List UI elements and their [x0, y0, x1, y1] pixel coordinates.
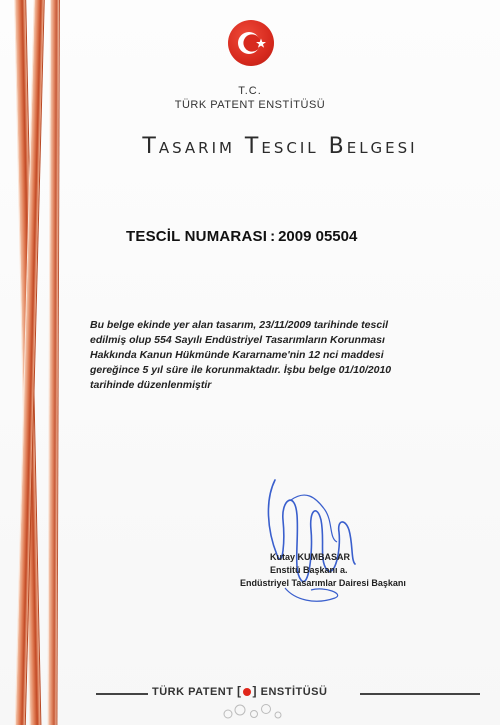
- footer-rule-left: [96, 693, 148, 695]
- decorative-bubbles: [220, 700, 290, 722]
- signer-name: Kutay KUMBASAR: [270, 552, 351, 562]
- document-title: Tasarım Tescil Belgesi: [142, 134, 418, 159]
- footer-institute-logo: [152, 686, 327, 698]
- registration-number: 2009 05504: [278, 228, 358, 245]
- footer-rule-right: [360, 693, 480, 695]
- footer-right-text: ENSTİTÜSÜ: [260, 686, 328, 698]
- institute-name: TÜRK PATENT ENSTİTÜSÜ: [174, 99, 326, 111]
- signer-role-line1: Enstitü Başkanı a.: [270, 565, 348, 575]
- registration-number-line: TESCİL NUMARASI : 2009 05504: [126, 228, 358, 245]
- crescent-star-emblem-icon: [228, 20, 274, 66]
- certificate-body-text: Bu belge ekinde yer alan tasarım, 23/11/2009 tarihinde tescil edilmiş olup 554 Sayılı Endüstriyel Tasarımların Korunması Hakkında Kanun Hükmünde Kararname'nin 12 nci maddesi gereğince 5 yıl süre ile korunmaktadır. İşbu belge 01/10/2010 tarihinde düzenlenmiştir: [90, 319, 392, 391]
- signer-block: [240, 551, 406, 590]
- registration-label: TESCİL NUMARASI: [126, 228, 268, 245]
- footer-left-text: TÜRK PATENT: [152, 686, 234, 698]
- country-abbreviation: T.C.: [238, 85, 262, 97]
- red-dot-logo-icon: [ ]: [237, 684, 258, 699]
- signer-role-line2: Endüstriyel Tasarımlar Dairesi Başkanı: [240, 578, 406, 588]
